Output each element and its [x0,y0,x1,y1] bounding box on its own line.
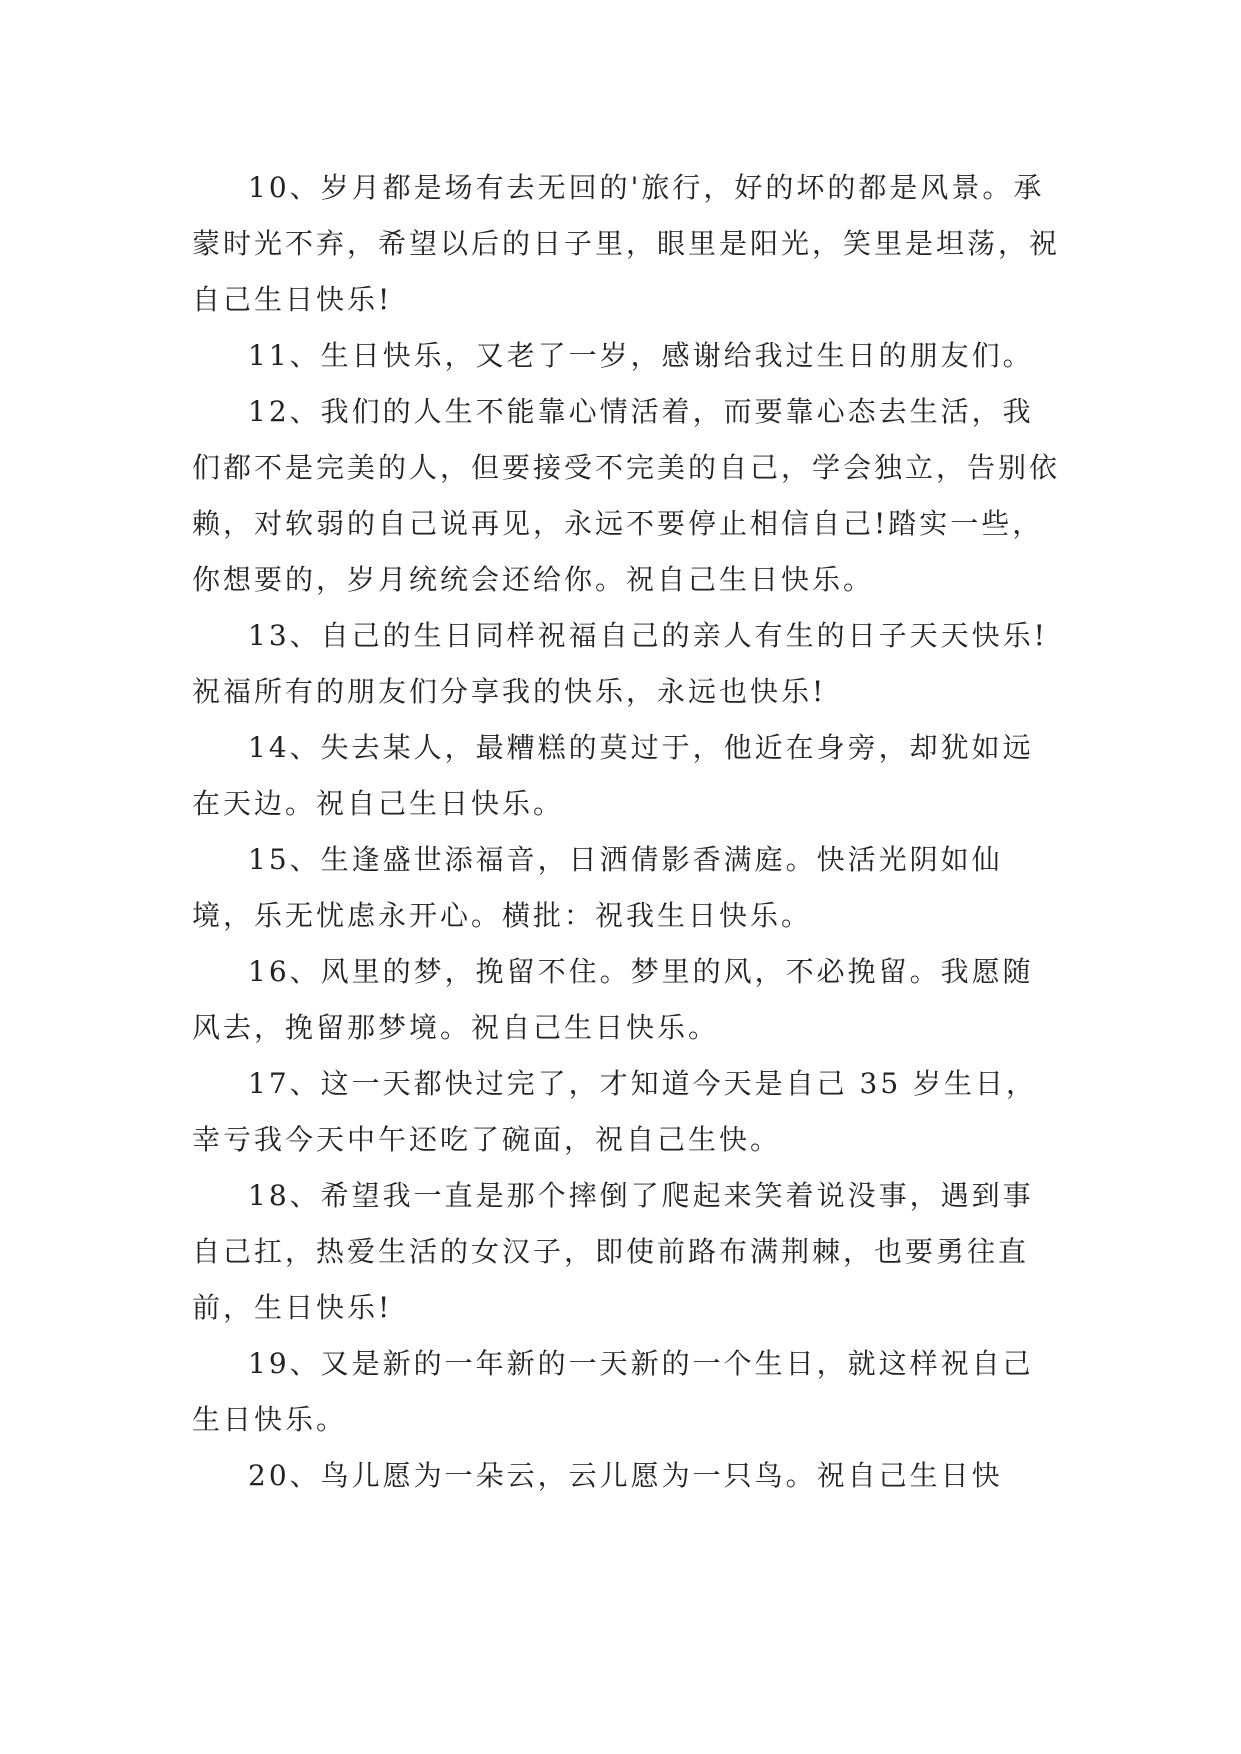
paragraph-12: 12、我们的人生不能靠心情活着，而要靠心态去生活，我们都不是完美的人，但要接受不完美的自己，学会独立，告别依赖，对软弱的自己说再见，永远不要停止相信自己!踏实一些，你想要的，岁月统统会还给你。祝自己生日快乐。 [192,395,1061,596]
paragraph-19: 19、又是新的一年新的一天新的一个生日，就这样祝自己生日快乐。 [192,1347,1034,1436]
document-body [192,160,1062,1504]
paragraph-18: 18、希望我一直是那个摔倒了爬起来笑着说没事，遇到事自己扛，热爱生活的女汉子，即使前路布满荆棘，也要勇往直前，生日快乐! [192,1179,1034,1324]
paragraph-16: 16、风里的梦，挽留不住。梦里的风，不必挽留。我愿随风去，挽留那梦境。祝自己生日快乐。 [192,955,1034,1044]
paragraph-15: 15、生逢盛世添福音，日洒倩影香满庭。快活光阴如仙境，乐无忧虑永开心。横批：祝我生日快乐。 [192,843,1003,932]
paragraph-20: 20、鸟儿愿为一朵云，云儿愿为一只鸟。祝自己生日快 [248,1459,1003,1492]
paragraph-11: 11、生日快乐，又老了一岁，感谢给我过生日的朋友们。 [248,339,1034,372]
paragraph-10: 10、岁月都是场有去无回的'旅行，好的坏的都是风景。承蒙时光不弃，希望以后的日子里，眼里是阳光，笑里是坦荡，祝自己生日快乐! [192,171,1061,316]
paragraph-13: 13、自己的生日同样祝福自己的亲人有生的日子天天快乐!祝福所有的朋友们分享我的快乐，永远也快乐! [192,619,1048,708]
paragraph-14: 14、失去某人，最糟糕的莫过于，他近在身旁，却犹如远在天边。祝自己生日快乐。 [192,731,1034,820]
paragraph-17: 17、这一天都快过完了，才知道今天是自己 35 岁生日，幸亏我今天中午还吃了碗面，祝自己生快。 [192,1067,1038,1156]
